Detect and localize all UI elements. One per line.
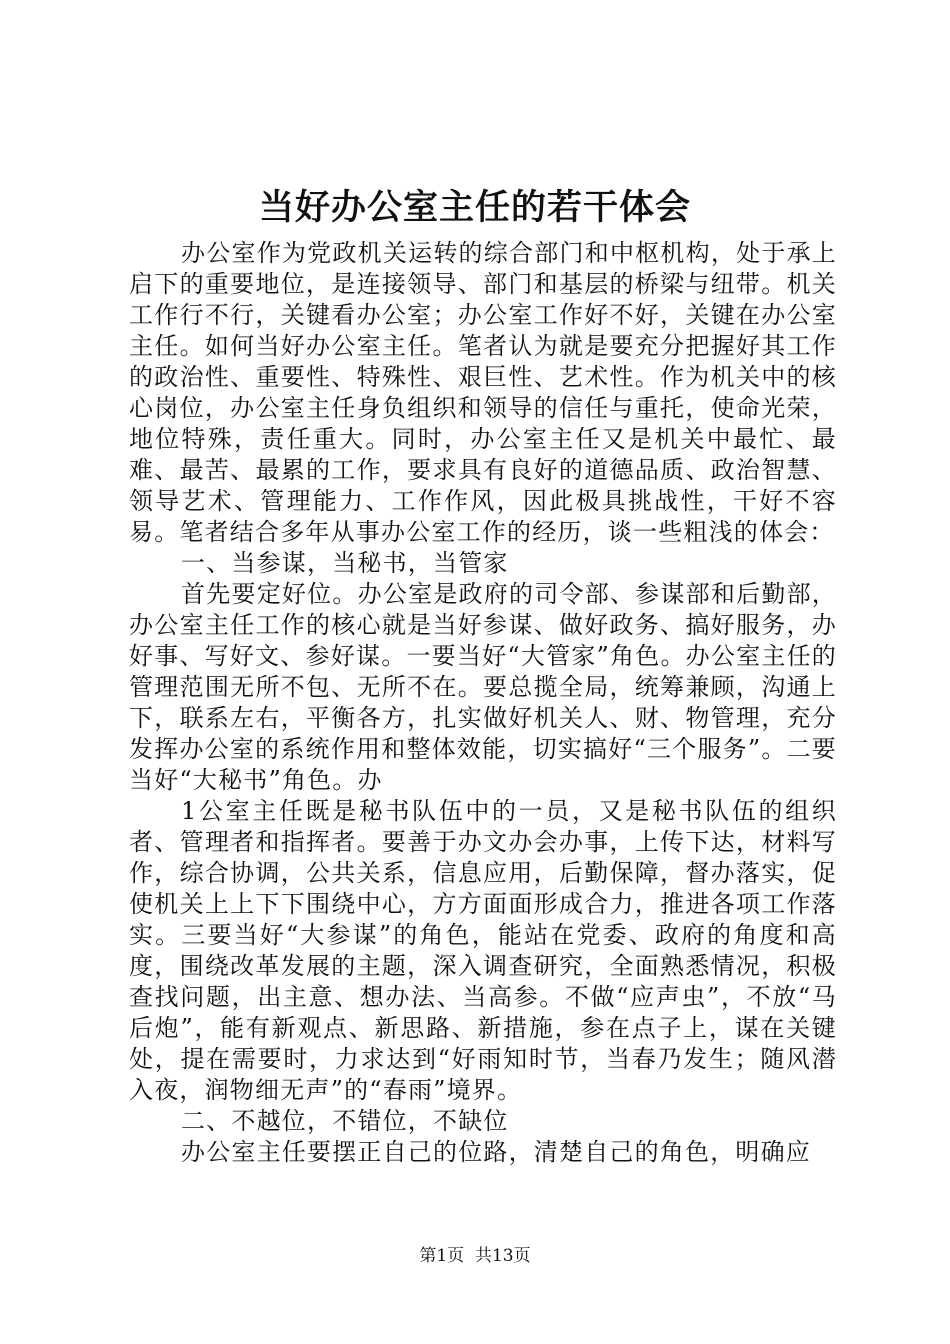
page-number: 第1页 共13页 — [419, 1246, 531, 1266]
section-heading-1: 一、当参谋，当秘书，当管家 — [181, 549, 509, 577]
document-title: 当好办公室主任的若干体会 — [258, 187, 691, 228]
paragraph-roles: 1公室主任既是秘书队伍中的一员，又是秘书队伍的组织者、管理者和指挥者。要善于办文办会办事，上传下达，材料写作，综合协调，公共关系，信息应用，后勤保障，督办落实，促使机关上上下下围绕中心，方方面面形成合力，推进各项工作落实。三要当好“大参谋”的角色，能站在党委、政府的角度和高度，围绕改革发展的主题，深入调查研究，全面熟悉情况，积极查找问题，出主意、想办法、当高参。不做“应声虫”，不放“马后炮”，能有新观点、新思路、新措施，参在点子上，谋在关键处，提在需要时，力求达到“好雨知时节，当春乃发生；随风潜入夜，润物细无声”的“春雨”境界。 — [129, 797, 837, 1104]
section-heading-2: 二、不越位，不错位，不缺位 — [181, 1107, 509, 1135]
paragraph-position-awareness: 办公室主任要摆正自己的位路，清楚自己的角色，明确应 — [181, 1138, 811, 1166]
page-footer — [0, 1244, 950, 1268]
document-body — [129, 238, 837, 1168]
paragraph-positioning: 首先要定好位。办公室是政府的司令部、参谋部和后勤部，办公室主任工作的核心就是当好参谋、做好政务、搞好服务，办好事、写好文、参好谋。一要当好“大管家”角色。办公室主任的管理范围无所不包、无所不在。要总揽全局，统筹兼顾，沟通上下，联系左右，平衡各方，扎实做好机关人、财、物管理，充分发挥办公室的系统作用和整体效能，切实搞好“三个服务”。二要当好“大秘书”角色。办 — [129, 580, 837, 794]
paragraph-intro: 办公室作为党政机关运转的综合部门和中枢机构，处于承上启下的重要地位，是连接领导、部门和基层的桥梁与纽带。机关工作行不行，关键看办公室；办公室工作好不好，关键在办公室主任。如何当好办公室主任。笔者认为就是要充分把握好其工作的政治性、重要性、特殊性、艰巨性、艺术性。作为机关中的核心岗位，办公室主任身负组织和领导的信任与重托，使命光荣，地位特殊，责任重大。同时，办公室主任又是机关中最忙、最难、最苦、最累的工作，要求具有良好的道德品质、政治智慧、领导艺术、管理能力、工作作风，因此极具挑战性，干好不容易。笔者结合多年从事办公室工作的经历，谈一些粗浅的体会： — [129, 239, 837, 546]
